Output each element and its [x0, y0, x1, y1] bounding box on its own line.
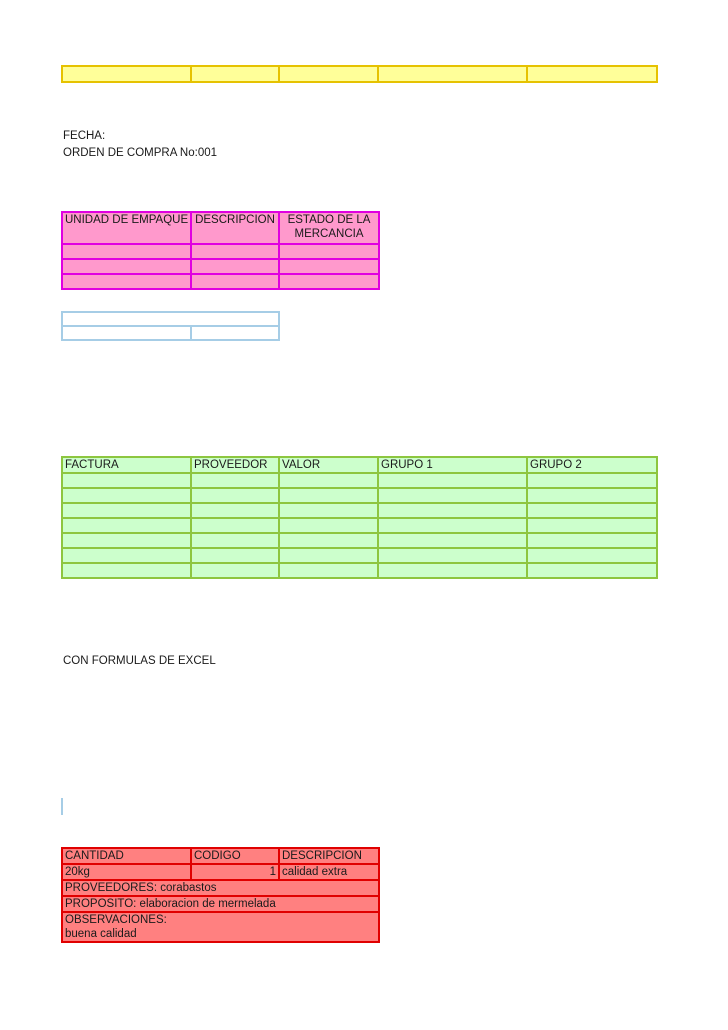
table-cell[interactable]: [279, 488, 378, 503]
text-cursor: [61, 798, 63, 815]
table-cell[interactable]: [279, 518, 378, 533]
table-cell[interactable]: [191, 244, 279, 259]
table-cell[interactable]: [527, 533, 657, 548]
table-cell[interactable]: [378, 503, 527, 518]
table-header-row: [62, 848, 379, 864]
table-row: [62, 326, 279, 340]
table-cell[interactable]: [527, 473, 657, 488]
table-row: [62, 864, 379, 880]
table-cell[interactable]: [62, 533, 191, 548]
table-cell[interactable]: [191, 259, 279, 274]
table-cell[interactable]: [62, 312, 279, 326]
green-invoice-table: [61, 456, 658, 579]
table-row: [62, 563, 657, 578]
column-header-descripcion[interactable]: DESCRIPCION: [279, 848, 379, 864]
table-cell[interactable]: [378, 488, 527, 503]
orden-compra-label: ORDEN DE COMPRA No:001: [63, 147, 218, 159]
table-row: [62, 880, 379, 896]
table-cell[interactable]: [191, 326, 279, 340]
table-cell[interactable]: [279, 503, 378, 518]
column-header-codigo[interactable]: CODIGO: [191, 848, 279, 864]
table-cell[interactable]: [279, 533, 378, 548]
column-header-unidad-empaque[interactable]: UNIDAD DE EMPAQUE: [62, 212, 191, 244]
table-row: [62, 518, 657, 533]
column-header-cantidad[interactable]: CANTIDAD: [62, 848, 191, 864]
table-cell[interactable]: [62, 259, 191, 274]
table-cell[interactable]: [191, 518, 279, 533]
yellow-header-table: [61, 65, 658, 83]
table-cell[interactable]: [62, 66, 191, 82]
table-cell[interactable]: [527, 66, 657, 82]
table-row: [62, 66, 657, 82]
proposito-cell[interactable]: PROPOSITO: elaboracion de mermelada: [62, 896, 379, 912]
table-cell[interactable]: [191, 66, 279, 82]
table-row: [62, 503, 657, 518]
column-header-estado-mercancia[interactable]: ESTADO DE LA MERCANCIA: [279, 212, 379, 244]
table-cell[interactable]: [62, 488, 191, 503]
table-row: [62, 274, 379, 289]
table-row: [62, 912, 379, 942]
table-cell[interactable]: [191, 473, 279, 488]
fecha-label: FECHA:: [63, 130, 106, 142]
table-cell[interactable]: [191, 503, 279, 518]
table-cell[interactable]: [527, 518, 657, 533]
table-cell[interactable]: [62, 326, 191, 340]
table-row: [62, 259, 379, 274]
column-header-grupo-1[interactable]: GRUPO 1: [378, 457, 527, 473]
table-row: [62, 488, 657, 503]
codigo-cell[interactable]: 1: [191, 864, 279, 880]
column-header-valor[interactable]: VALOR: [279, 457, 378, 473]
table-cell[interactable]: [378, 563, 527, 578]
table-row: [62, 312, 279, 326]
table-cell[interactable]: [527, 503, 657, 518]
table-cell[interactable]: [527, 548, 657, 563]
table-cell[interactable]: [62, 563, 191, 578]
table-cell[interactable]: [378, 66, 527, 82]
table-cell[interactable]: [279, 473, 378, 488]
table-cell[interactable]: [62, 244, 191, 259]
table-cell[interactable]: [62, 548, 191, 563]
observaciones-value: buena calidad: [65, 928, 137, 940]
table-cell[interactable]: [62, 473, 191, 488]
cantidad-cell[interactable]: 20kg: [62, 864, 191, 880]
table-row: [62, 533, 657, 548]
table-header-row: [62, 457, 657, 473]
table-row: [62, 473, 657, 488]
table-cell[interactable]: [191, 488, 279, 503]
table-cell[interactable]: [279, 66, 378, 82]
table-cell[interactable]: [191, 548, 279, 563]
table-cell[interactable]: [279, 274, 379, 289]
table-cell[interactable]: [62, 518, 191, 533]
observaciones-label: OBSERVACIONES:: [65, 914, 167, 926]
table-cell[interactable]: [378, 473, 527, 488]
table-cell[interactable]: [378, 518, 527, 533]
column-header-factura[interactable]: FACTURA: [62, 457, 191, 473]
table-cell[interactable]: [191, 274, 279, 289]
column-header-grupo-2[interactable]: GRUPO 2: [527, 457, 657, 473]
formulas-label: CON FORMULAS DE EXCEL: [63, 655, 216, 667]
table-header-row: [62, 212, 379, 244]
table-row: [62, 244, 379, 259]
observaciones-cell[interactable]: [62, 912, 379, 942]
proveedores-cell[interactable]: PROVEEDORES: corabastos: [62, 880, 379, 896]
column-header-descripcion[interactable]: DESCRIPCION: [191, 212, 279, 244]
table-cell[interactable]: [527, 488, 657, 503]
table-cell[interactable]: [279, 259, 379, 274]
table-cell[interactable]: [279, 548, 378, 563]
blue-empty-table: [61, 311, 280, 341]
table-cell[interactable]: [191, 533, 279, 548]
table-cell[interactable]: [378, 548, 527, 563]
table-cell[interactable]: [279, 244, 379, 259]
table-cell[interactable]: [62, 503, 191, 518]
table-cell[interactable]: [62, 274, 191, 289]
table-row: [62, 896, 379, 912]
table-cell[interactable]: [191, 563, 279, 578]
pink-products-table: [61, 211, 380, 290]
table-cell[interactable]: [527, 563, 657, 578]
table-cell[interactable]: [279, 563, 378, 578]
red-order-table: [61, 847, 380, 943]
table-cell[interactable]: [378, 533, 527, 548]
table-row: [62, 548, 657, 563]
column-header-proveedor[interactable]: PROVEEDOR: [191, 457, 279, 473]
descripcion-cell[interactable]: calidad extra: [279, 864, 379, 880]
